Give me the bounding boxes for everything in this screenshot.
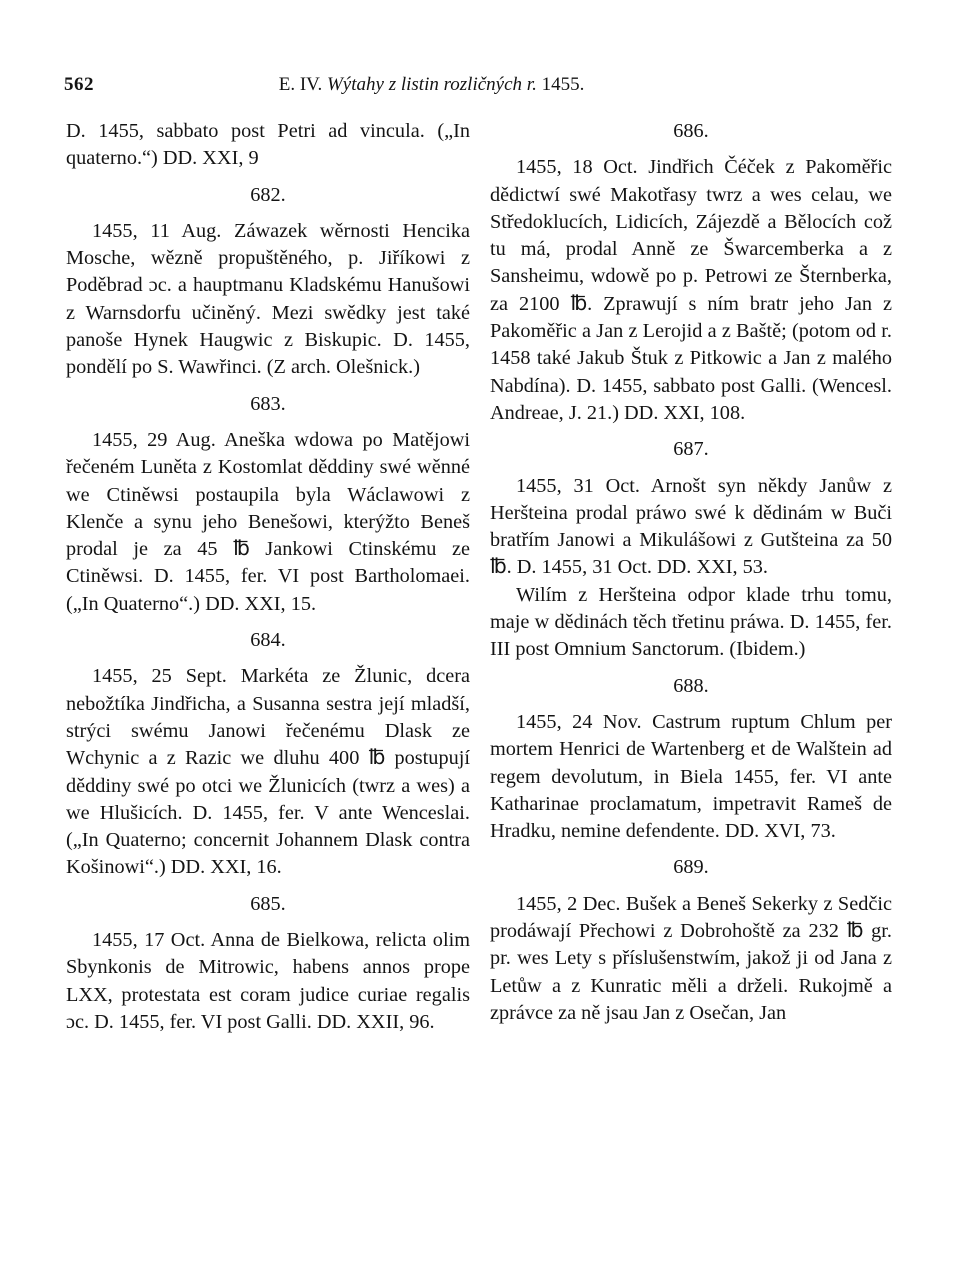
entry-number-682: 682.: [250, 183, 286, 206]
header-year: 1455.: [541, 74, 585, 95]
entry-number-686: 686.: [673, 120, 709, 142]
left-column: [66, 118, 470, 1036]
entry-text-686: 1455, 18 Oct. Jindřich Čéček z Pakoměřic dědictwí swé Makotřasy twrz a wes celau, we Středoklucích, Lidicích, Zájezdě a Bělocích což tu má, prodal Anně ze Šwarcemberka a z Sansheimu, wdowě po p. Petrowi ze Šternberka, za 2100 ℔. Zprawují s ním bratr jeho Jan z Pakoměřic a Jan z Lerojid a z Baště; (potom od r. 1458 také Jakub Štuk z Pitkowic a Jan z malého Nabdína). D. 1455, sabbato post Galli. (Wencesl. Andreae, J. 21.) DD. XXI, 108.: [490, 156, 892, 424]
entry-number-687: 687.: [673, 438, 709, 461]
entry-text-688: 1455, 24 Nov. Castrum ruptum Chlum per mortem Henrici de Wartenberg et de Walštein ad regem devolutum, in Biela 1455, fer. VI ante Katharinae proclamatum, impetravit Rameš de Hradku, nemine defendente. DD. XVI, 73.: [490, 710, 892, 843]
page-number: 562: [64, 74, 94, 95]
right-column: [490, 118, 892, 1027]
entry-number-683: 683.: [250, 392, 286, 415]
entry-681-continuation: D. 1455, sabbato post Petri ad vincula. („In quaterno.“) DD. XXI, 9: [66, 120, 470, 170]
entry-text-682: 1455, 11 Aug. Záwazek wěrnosti Hencika Mosche, wězně propuštěného, p. Jiříkowi z Poděbrad ɔc. a hauptmanu Kladskému Hanušowi z Warnsdorfu učiněný. Mezi swědky jest také panoše Hynek Haugwic z Biskupic. D. 1455, pondělí po S. Wawřinci. (Z arch. Olešnick.): [66, 219, 470, 379]
entry-number-688: 688.: [673, 674, 709, 697]
entry-number-685: 685.: [250, 892, 286, 915]
section-mark: E. IV.: [278, 74, 323, 95]
entry-text-685: 1455, 17 Oct. Anna de Bielkowa, relicta olim Sbynkonis de Mitrowic, habens annos prope LXX, protestata est coram judice curiae regalis ɔc. D. 1455, fer. VI post Galli. DD. XXII, 96.: [66, 929, 470, 1033]
entry-text-687-objection: Wilím z Heršteina odpor klade trhu tomu, maje w dědinách těch třetinu práwa. D. 1455, fer. III post Omnium Sanctorum. (Ibidem.): [490, 583, 892, 661]
entry-text-687: 1455, 31 Oct. Arnošt syn někdy Janůw z Heršteina prodal práwo swé k dědinám w Buči bratřím Janowi a Mikulášowi z Gutšteina za 50 ℔. D. 1455, 31 Oct. DD. XXI, 53.: [490, 474, 892, 579]
entry-text-683: 1455, 29 Aug. Aneška wdowa po Matějowi řečeném Luněta z Kostomlat děddiny swé wěnné we Ctiněwsi postaupila byla Wáclawowi z Klenče a synu jeho Benešowi, kterýžto Beneš prodal je za 45 ℔ Jankowi Ctinskému ze Ctiněwsi. D. 1455, fer. VI post Bartholomaei. („In Quaterno“.) DD. XXI, 15.: [66, 428, 470, 615]
section-title: Wýtahy z listin rozličných r.: [326, 74, 537, 95]
entry-number-689: 689.: [673, 856, 709, 879]
running-header: [64, 72, 894, 98]
entry-number-684: 684.: [250, 629, 286, 652]
entry-text-689: 1455, 2 Dec. Bušek a Beneš Sekerky z Sedčic prodáwají Přechowi z Dobrohoště za 232 ℔ gr. pr. wes Lety s příslušenstwím, jakož ji od Jana z Letůw a z Kunratic měli a drželi. Rukojmě a zprávce za ně jsau Jan z Osečan, Jan: [490, 892, 892, 1024]
entry-text-684: 1455, 25 Sept. Markéta ze Žlunic, dcera nebožtíka Jindřicha, a Susanna sestra její mladší, strýci swému Janowi řečenému Dlask ze Wchynic a z Razic we dluhu 400 ℔ postupují děddiny swé po otci we Žlunicích (twrz a wes) a we Hlušicích. D. 1455, fer. V ante Wenceslai. („In Quaterno; concernit Johannem Dlask contra Košinowi“.) DD. XXI, 16.: [66, 665, 470, 879]
